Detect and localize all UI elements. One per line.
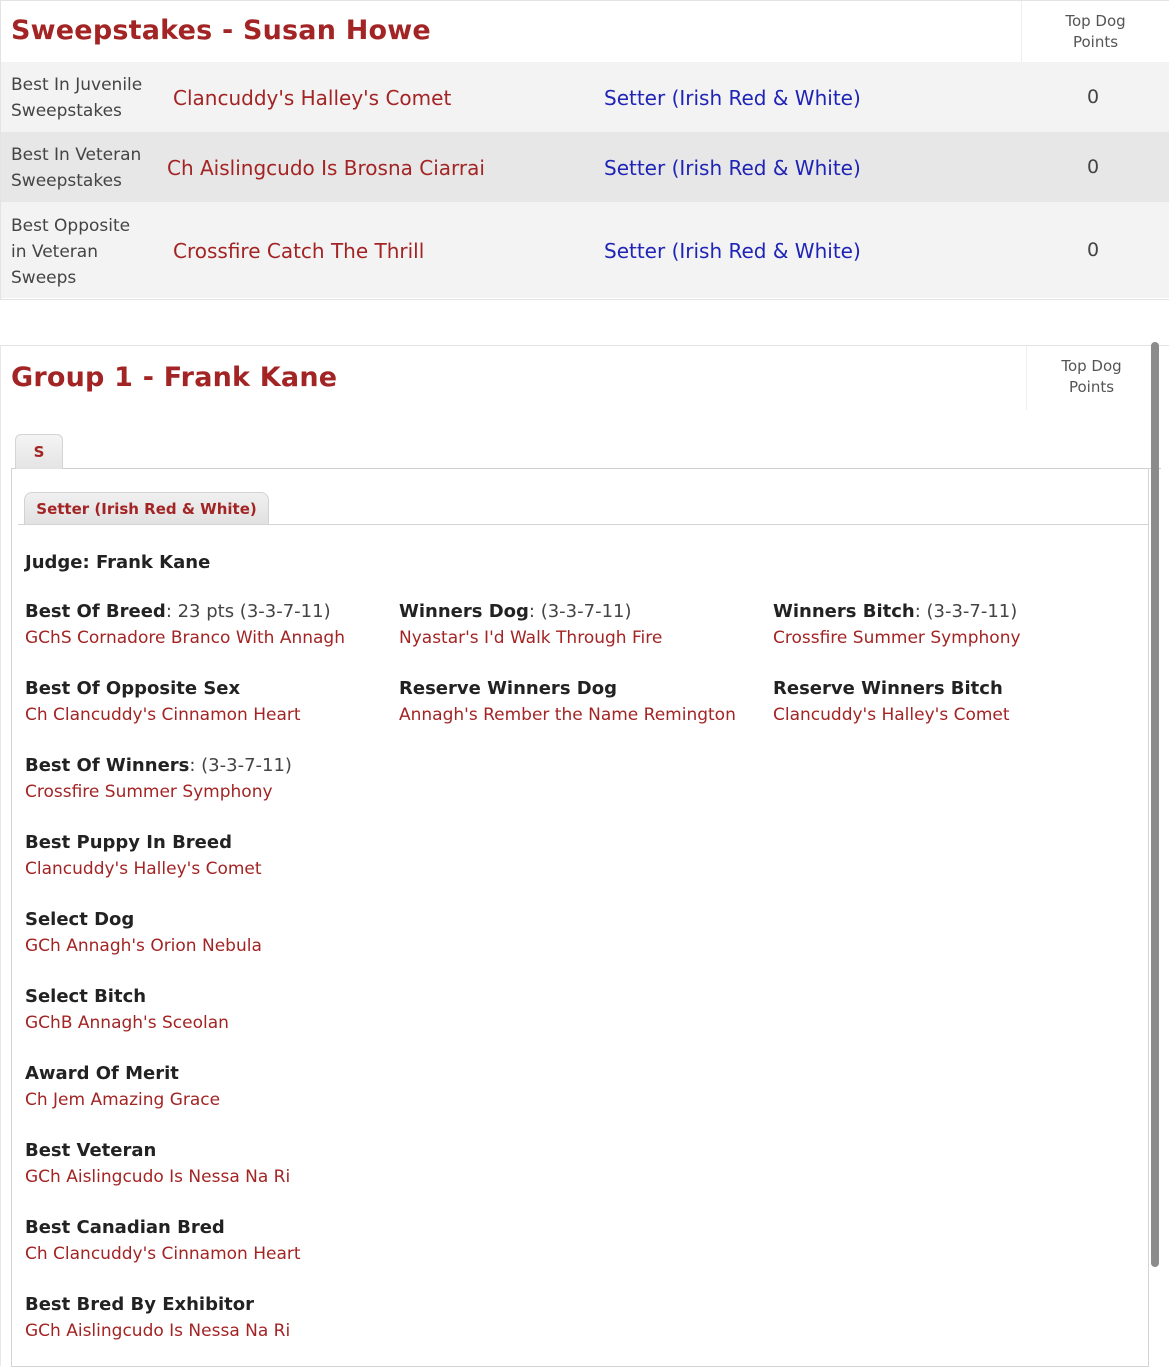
award-points: : (3-3-7-11): [189, 755, 292, 776]
group-header: [1, 346, 1169, 410]
award-dog-link[interactable]: Ch Clancuddy's Cinnamon Heart: [25, 1244, 301, 1264]
sweeps-breed-link[interactable]: Setter (Irish Red & White): [604, 239, 861, 263]
award-block: [25, 753, 395, 805]
award-title: Best Of Opposite Sex: [25, 678, 241, 699]
award-label: [25, 1061, 395, 1087]
award-dog-link[interactable]: Clancuddy's Halley's Comet: [25, 859, 262, 879]
award-dog-link[interactable]: Nyastar's I'd Walk Through Fire: [399, 628, 663, 648]
award-points: : 23 pts (3-3-7-11): [165, 601, 331, 622]
award-block: [399, 676, 769, 728]
top-dog-points-header: Top Dog Points: [1021, 1, 1169, 62]
sweeps-breed-link[interactable]: Setter (Irish Red & White): [604, 156, 861, 180]
sweeps-points: 0: [1087, 156, 1100, 178]
award-block: [25, 599, 395, 651]
sweeps-award: Best In Juvenile Sweepstakes: [11, 75, 143, 121]
award-title: Award Of Merit: [25, 1063, 179, 1084]
award-dog-link[interactable]: Clancuddy's Halley's Comet: [773, 705, 1010, 725]
award-label: [25, 753, 395, 779]
letter-tab-bar: [11, 434, 1161, 469]
award-dog-link[interactable]: Crossfire Summer Symphony: [773, 628, 1021, 648]
award-label: [773, 599, 1143, 625]
award-title: Select Dog: [25, 909, 135, 930]
award-block: [25, 830, 395, 882]
award-label: [399, 599, 769, 625]
award-title: Select Bitch: [25, 986, 147, 1007]
award-dog-link[interactable]: Crossfire Summer Symphony: [25, 782, 273, 802]
award-block: [25, 1061, 395, 1113]
award-title: Reserve Winners Dog: [399, 678, 617, 699]
sweeps-points: 0: [1087, 239, 1100, 261]
award-title: Best Puppy In Breed: [25, 832, 232, 853]
sweeps-award: Best Opposite in Veteran Sweeps: [11, 216, 131, 288]
scrollbar[interactable]: [1151, 342, 1159, 1267]
award-label: [25, 1138, 395, 1164]
award-title: Best Bred By Exhibitor: [25, 1294, 254, 1315]
award-label: [25, 1215, 395, 1241]
award-dog-link[interactable]: GChB Annagh's Sceolan: [25, 1013, 229, 1033]
award-dog-link[interactable]: GCh Aislingcudo Is Nessa Na Ri: [25, 1167, 291, 1187]
breed-tab-bar: [18, 492, 1148, 525]
award-dog-link[interactable]: GChS Cornadore Branco With Annagh: [25, 628, 345, 648]
award-block: [25, 1215, 395, 1267]
award-dog-link[interactable]: Annagh's Rember the Name Remington: [399, 705, 736, 725]
sweeps-dog-link[interactable]: Clancuddy's Halley's Comet: [173, 86, 452, 110]
award-block: [25, 984, 395, 1036]
tab-letter-s[interactable]: S: [15, 434, 63, 469]
sweeps-row: [1, 132, 1169, 202]
award-title: Best Canadian Bred: [25, 1217, 225, 1238]
award-label: [25, 1292, 395, 1318]
award-label: [399, 676, 769, 702]
award-dog-link[interactable]: Ch Clancuddy's Cinnamon Heart: [25, 705, 301, 725]
award-block: [773, 676, 1143, 728]
award-dog-link[interactable]: Ch Jem Amazing Grace: [25, 1090, 221, 1110]
award-label: [25, 830, 395, 856]
award-title: Best Veteran: [25, 1140, 157, 1161]
award-block: [25, 676, 395, 728]
award-title: Reserve Winners Bitch: [773, 678, 1003, 699]
award-title: Winners Dog: [399, 601, 529, 622]
sweeps-dog-link[interactable]: Ch Aislingcudo Is Brosna Ciarrai: [167, 156, 485, 180]
sweepstakes-title: Sweepstakes - Susan Howe: [11, 15, 431, 46]
sweeps-points: 0: [1087, 86, 1100, 108]
award-block: [773, 599, 1143, 651]
judge-label: Judge: Frank Kane: [25, 552, 211, 573]
award-label: [25, 599, 395, 625]
award-label: [25, 984, 395, 1010]
sweeps-breed-link[interactable]: Setter (Irish Red & White): [604, 86, 861, 110]
sweepstakes-header: [1, 1, 1169, 62]
sweeps-row: [1, 202, 1169, 298]
award-title: Best Of Winners: [25, 755, 190, 776]
award-dog-link[interactable]: GCh Annagh's Orion Nebula: [25, 936, 262, 956]
award-block: [25, 907, 395, 959]
sweeps-row: [1, 62, 1169, 132]
award-block: [399, 599, 769, 651]
sweeps-award: Best In Veteran Sweepstakes: [11, 145, 142, 191]
award-label: [25, 676, 395, 702]
award-label: [25, 907, 395, 933]
award-points: : (3-3-7-11): [914, 601, 1018, 622]
tab-breed-setter[interactable]: Setter (Irish Red & White): [24, 492, 269, 524]
breed-panel: [11, 468, 1149, 1367]
sweepstakes-section: [0, 0, 1169, 300]
award-points: : (3-3-7-11): [528, 601, 632, 622]
group-section: [0, 345, 1169, 1366]
award-title: Best Of Breed: [25, 601, 166, 622]
award-block: [25, 1292, 395, 1344]
award-block: [25, 1138, 395, 1190]
sweeps-dog-link[interactable]: Crossfire Catch The Thrill: [173, 239, 425, 263]
top-dog-points-header: Top Dog Points: [1026, 346, 1156, 410]
award-title: Winners Bitch: [773, 601, 915, 622]
group-title: Group 1 - Frank Kane: [11, 362, 338, 393]
award-label: [773, 676, 1143, 702]
award-dog-link[interactable]: GCh Aislingcudo Is Nessa Na Ri: [25, 1321, 291, 1341]
